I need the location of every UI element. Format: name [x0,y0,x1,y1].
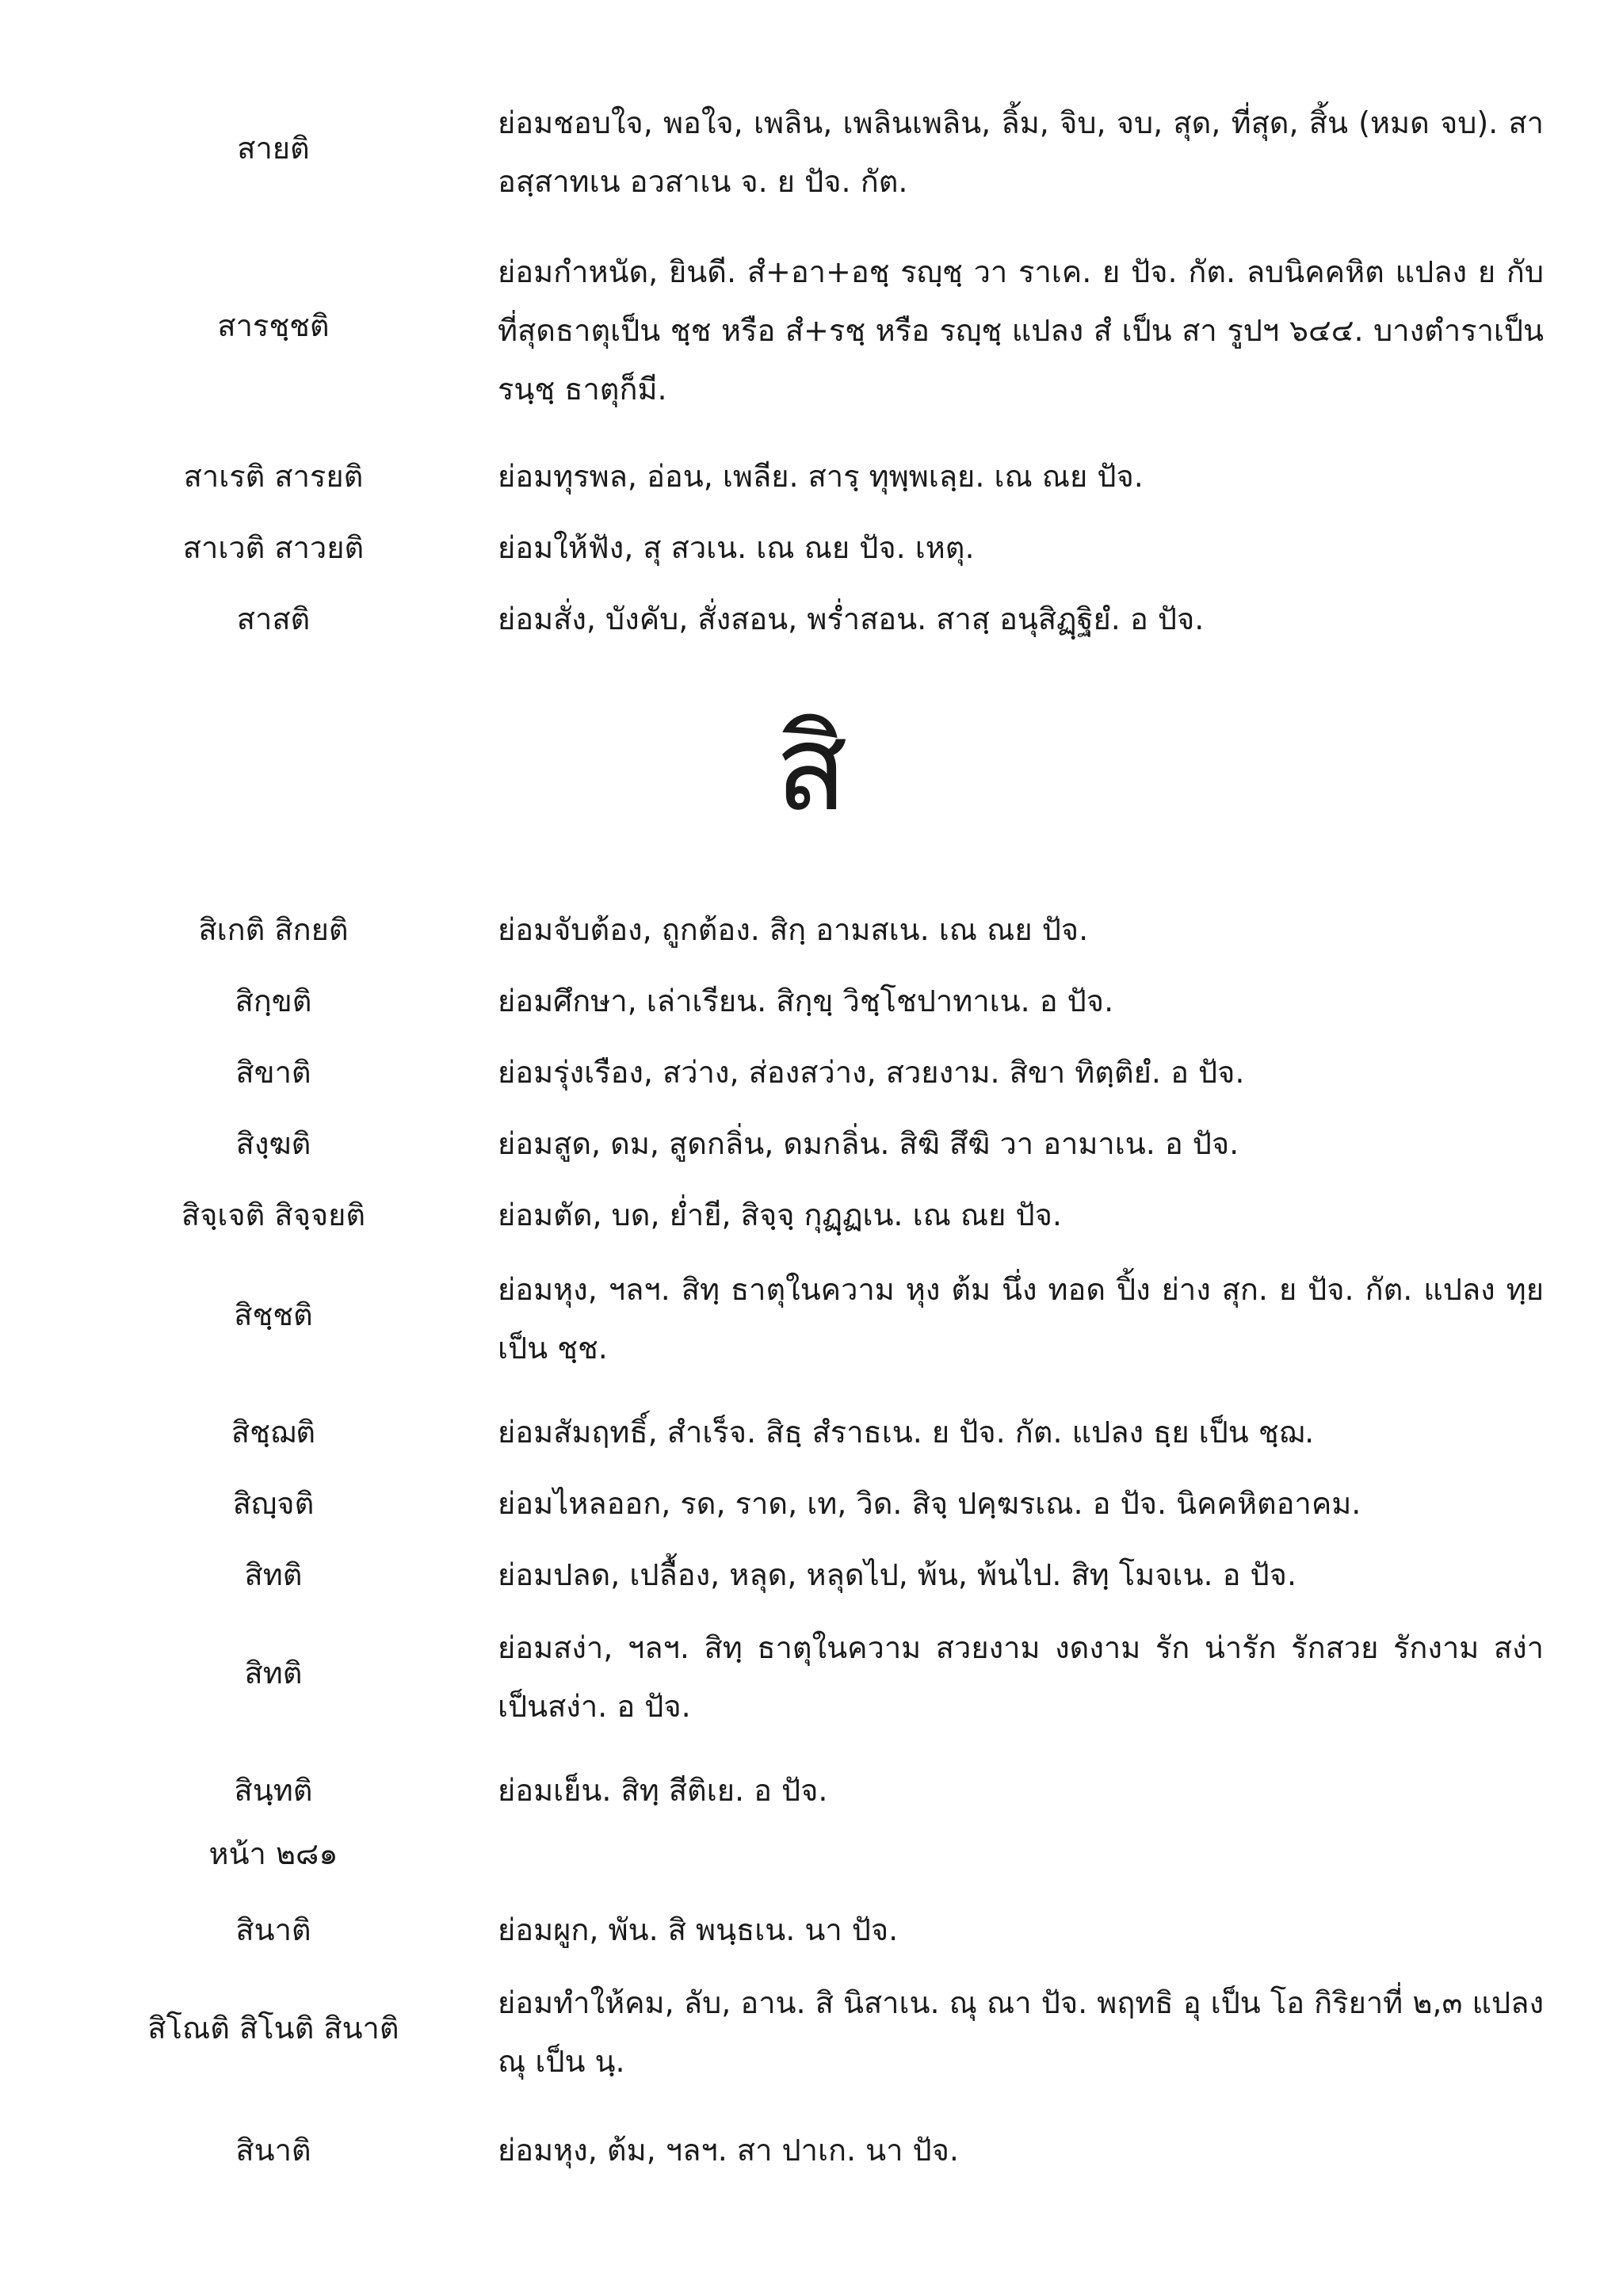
definition: ย่อมศึกษา, เล่าเรียน. สิกฺขฺ วิชฺโชปาทาเน. อ ปัจ. [498,984,1114,1018]
headword: สิงฺฆติ [235,1126,311,1161]
headword: สาเรติ สารยติ [183,459,364,494]
headword: สิจฺเจติ สิจฺจยติ [181,1198,366,1232]
headword: สิกฺขติ [235,984,312,1018]
definition: ย่อมกำหนัด, ยินดี. สํ+อา+อชฺ รญฺชฺ วา ราเค. ย ปัจ. กัต. ลบนิคคหิต แปลง ย กับที่สุดธาตุเป็น ชฺช หรือ สํ+รชฺ หรือ รญฺชฺ แปลง สํ เป็น สา รูปฯ ๖๔๔. บางตำราเป็น รนฺชฺ ธาตุก็มี. [498,254,1544,407]
headword: สิญฺจติ [232,1486,315,1521]
headword: สาสติ [236,602,311,636]
definition: ย่อมสั่ง, บังคับ, สั่งสอน, พร่ำสอน. สาสฺ อนุสิฏฺฐิยํ. อ ปัจ. [498,602,1205,636]
definition: ย่อมสง่า, ฯลฯ. สิทฺ ธาตุในความ สวยงาม งดงาม รัก น่ารัก รักสวย รักงาม สง่า เป็นสง่า. อ ปัจ. [498,1630,1544,1724]
definition: ย่อมจับต้อง, ถูกต้อง. สิกฺ อามสเน. เณ ณย ปัจ. [498,912,1089,947]
section-letter-heading: สิ [775,700,848,838]
definition: ย่อมปลด, เปลื้อง, หลุด, หลุดไป, พ้น, พ้นไป. สิทฺ โมจเน. อ ปัจ. [498,1557,1297,1592]
headword: สายติ [237,131,310,166]
headword: สิชฺฌติ [231,1415,316,1450]
definition: ย่อมเย็น. สิทฺ สีติเย. อ ปัจ. [498,1773,828,1808]
definition: ย่อมทำให้คม, ลับ, อาน. สิ นิสาเน. ณุ ณา ปัจ. พฤทธิ อุ เป็น โอ กิริยาที่ ๒,๓ แปลง ณุ เป็น นฺ. [498,1985,1544,2079]
definition: ย่อมผูก, พัน. สิ พนฺธเน. นา ปัจ. [498,1912,899,1947]
headword: สินฺทติ [234,1773,313,1808]
definition: ย่อมหุง, ฯลฯ. สิทฺ ธาตุในความ หุง ต้ม นึ่ง ทอด ปิ้ง ย่าง สุก. ย ปัจ. กัต. แปลง ทฺย เป็น ชฺช. [498,1272,1544,1366]
definition: ย่อมตัด, บด, ย่ำยี, สิจฺจฺ กุฏฺฏเน. เณ ณย ปัจ. [498,1198,1062,1232]
headword: สินาติ [235,1912,311,1947]
headword: สารชฺชติ [217,308,330,343]
definition: ย่อมทุรพล, อ่อน, เพลีย. สารฺ ทุพฺพเลฺย. เณ ณย ปัจ. [498,459,1144,494]
headword: สินาติ [235,2133,311,2168]
definition: ย่อมสัมฤทธิ์, สำเร็จ. สิธฺ สํราธเน. ย ปัจ. กัต. แปลง ธฺย เป็น ชฺฌ. [498,1415,1315,1450]
headword: สิทติ [244,1557,303,1592]
definition: ย่อมชอบใจ, พอใจ, เพลิน, เพลินเพลิน, ลิ้ม, จิบ, จบ, สุด, ที่สุด, สิ้น (หมด จบ). สา อสฺสาทเน อวสาเน จ. ย ปัจ. กัต. [498,105,1544,199]
headword: สิทติ [244,1656,303,1690]
headword: สิเกติ สิกยติ [198,912,349,947]
headword: สาเวติ สาวยติ [182,530,365,565]
definition: ย่อมให้ฟัง, สุ สวเน. เณ ณย ปัจ. เหตุ. [498,530,975,565]
definition: ย่อมไหลออก, รด, ราด, เท, วิด. สิจฺ ปคฺฆรเณ. อ ปัจ. นิคคหิตอาคม. [498,1486,1361,1521]
page-number-marker: หน้า ๒๘๑ [208,1836,338,1871]
definition: ย่อมรุ่งเรือง, สว่าง, ส่องสว่าง, สวยงาม. สิขา ทิตฺติยํ. อ ปัจ. [498,1055,1245,1090]
headword: สิโณติ สิโนติ สินาติ [147,2011,399,2046]
headword: สิชฺชติ [234,1297,313,1332]
definition: ย่อมสูด, ดม, สูดกลิ่น, ดมกลิ่น. สิฆิ สึฆิ วา อามาเน. อ ปัจ. [498,1126,1239,1161]
headword: สิขาติ [235,1055,311,1090]
definition: ย่อมหุง, ต้ม, ฯลฯ. สา ปาเก. นา ปัจ. [498,2133,959,2168]
